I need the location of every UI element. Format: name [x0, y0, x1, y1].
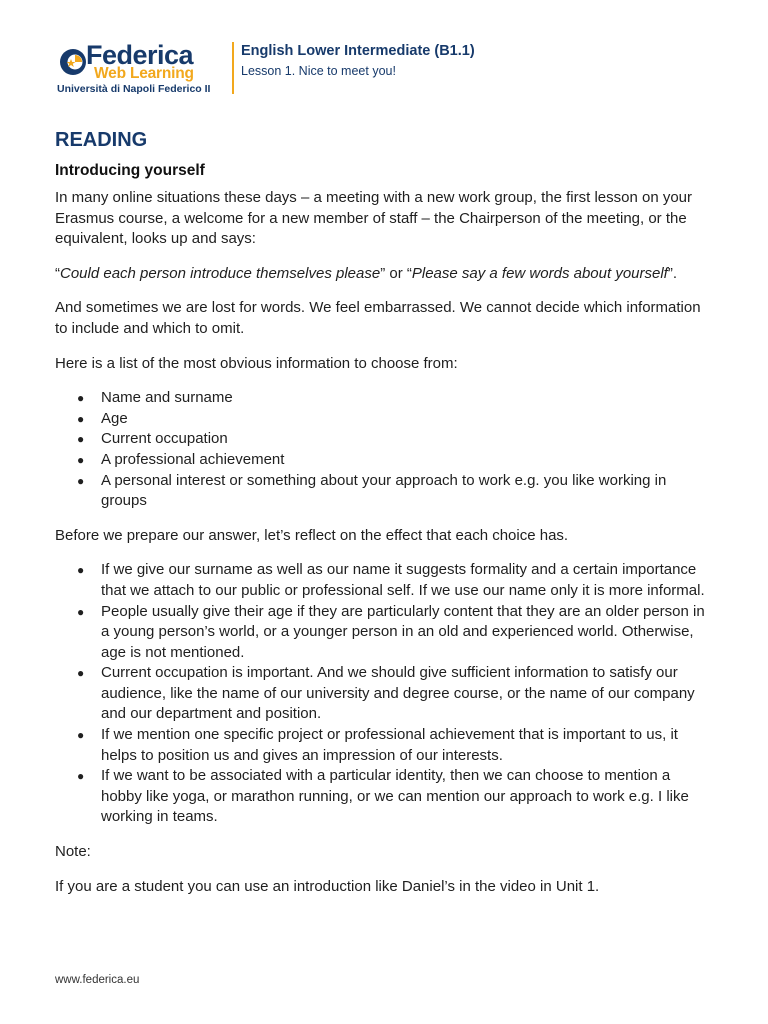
list-item-text: Name and surname: [101, 389, 233, 407]
list-item-text: If we give our surname as well as our name it suggests formality and a certain importance that we attach to our public or professional self. If we use our name only it is more informal.: [101, 561, 705, 599]
note-text: If you are a student you can use an introduction like Daniel’s in the video in Unit 1.: [55, 877, 600, 895]
subtitle: Introducing yourself: [55, 162, 205, 179]
list-item: [55, 388, 715, 409]
list-item-text: Age: [101, 409, 128, 427]
bullet-icon: ●: [77, 666, 85, 681]
list-item-text: Current occupation: [101, 430, 228, 448]
quote-close: ”.: [667, 264, 678, 282]
bullet-icon: ●: [77, 563, 85, 578]
note-label: Note:: [55, 843, 91, 861]
paragraph-quote: [55, 264, 715, 285]
quote-one: Could each person introduce themselves please: [60, 264, 381, 282]
list-item-text: Current occupation is important. And we should give sufficient information to satisfy our audience, like the name of our university and degree course, or the name of our company and our department and position.: [101, 664, 695, 723]
bullet-icon: ●: [77, 391, 85, 406]
footer-url: www.federica.eu: [55, 974, 140, 986]
header-divider: [232, 42, 234, 94]
paragraph-list-intro: Here is a list of the most obvious information to choose from:: [55, 354, 458, 372]
paragraph-intro: In many online situations these days – a meeting with a new work group, the first lesson on your Erasmus course, a welcome for a new member of staff – the Chairperson of the meeting, or the equivalent, looks up and says:: [55, 189, 693, 248]
quote-joiner: ” or “: [380, 264, 412, 282]
main-content: [55, 126, 715, 897]
list-item-text: A personal interest or something about your approach to work e.g. you like working in groups: [101, 471, 667, 510]
list-item-text: A professional achievement: [101, 450, 285, 468]
quote-mark: “: [55, 264, 60, 282]
paragraph-reflect: Before we prepare our answer, let’s reflect on the effect that each choice has.: [55, 526, 569, 544]
bullet-icon: ●: [77, 769, 85, 784]
information-list: [55, 388, 715, 512]
paragraph-lost-for-words: And sometimes we are lost for words. We feel embarrassed. We cannot decide which information to include and which to omit.: [55, 299, 701, 337]
list-item: [55, 663, 715, 725]
list-item: [55, 471, 715, 512]
effects-list: [55, 560, 715, 828]
federica-logo: [56, 38, 228, 98]
logo-sub-text: Web Learning: [94, 65, 194, 82]
list-item: [55, 725, 715, 766]
bullet-icon: ●: [77, 452, 85, 467]
list-item: [55, 766, 715, 828]
list-item: [55, 602, 715, 664]
course-title: English Lower Intermediate (B1.1): [241, 43, 475, 59]
list-item-text: If we mention one specific project or professional achievement that is important to us, it helps to position us and gives an impression of our interests.: [101, 726, 678, 764]
page-header: [56, 38, 716, 102]
bullet-icon: ●: [77, 604, 85, 619]
list-item-text: People usually give their age if they are particularly content that they are an older person in a young person’s world, or a younger person in an old and experienced world. Otherwise, age is not mentioned.: [101, 602, 705, 661]
list-item: [55, 429, 715, 450]
list-item-text: If we want to be associated with a particular identity, then we can choose to mention a hobby like yoga, or marathon running, or we can mention our approach to work e.g. I like working in teams.: [101, 767, 689, 826]
list-item: [55, 409, 715, 430]
section-title: READING: [55, 129, 148, 151]
quote-two: Please say a few words about yourself: [411, 264, 668, 282]
bullet-icon: ●: [77, 411, 85, 426]
logo-brand-text: Federica: [86, 40, 194, 70]
logo-university-text: Università di Napoli Federico II: [57, 83, 211, 95]
list-item: [55, 450, 715, 471]
bullet-icon: ●: [77, 473, 85, 488]
bullet-icon: ●: [77, 432, 85, 447]
lesson-title: Lesson 1. Nice to meet you!: [241, 64, 396, 78]
bullet-icon: ●: [77, 728, 85, 743]
list-item: [55, 560, 715, 601]
